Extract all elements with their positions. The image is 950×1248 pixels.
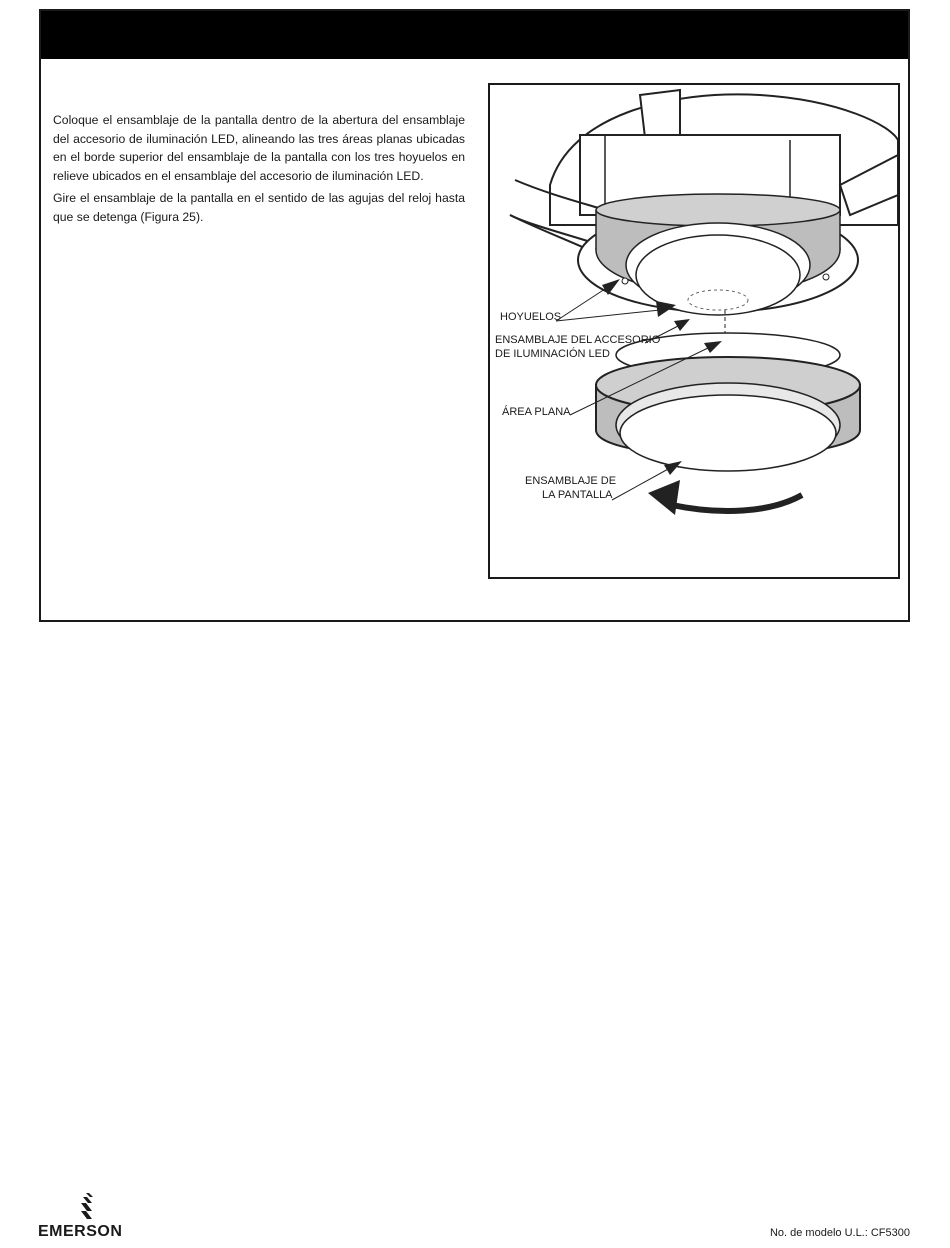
label-hoyuelos: HOYUELOS [500,311,562,323]
dimple-left [622,278,628,284]
label-flat-area: ÁREA PLANA [502,406,571,418]
figure-25 [488,83,900,579]
label-led-fixture-line2: DE ILUMINACIÓN LED [495,348,610,360]
label-shade-line1: ENSAMBLAJE DE [525,475,617,487]
label-led-fixture-line1: ENSAMBLAJE DEL ACCESORIO [495,334,661,346]
emerson-logo-mark [38,1190,158,1240]
instructions-text [53,111,465,230]
instruction-paragraph-2: Gire el ensamblaje de la pantalla en el sentido de las agujas del reloj hasta que se detenga (Figura 25). [53,191,465,224]
rotation-arrow [672,495,802,511]
emerson-logo [38,1190,158,1240]
section-header-bar [41,11,908,59]
label-shade-line2: LA PANTALLA [542,489,613,501]
instruction-paragraph-1: Coloque el ensamblaje de la pantalla dentro de la abertura del ensamblaje del accesorio de iluminación LED, alineando las tres áreas planas ubicadas en el borde superior del ensamblaje de la pantalla con los tres hoyuelos en relieve ubicados en el ensamblaje del accesorio de iluminación LED. [53,113,465,183]
instruction-section [39,9,910,622]
shade-glass [620,395,836,471]
fan-light-kit-illustration [490,85,898,577]
emerson-logo-icon [81,1193,93,1219]
model-number: No. de modelo U.L.: CF5300 [769,1227,910,1239]
brand-wordmark: EMERSON [38,1223,123,1240]
rotation-arrowhead [648,480,680,515]
dimple-right [823,274,829,280]
